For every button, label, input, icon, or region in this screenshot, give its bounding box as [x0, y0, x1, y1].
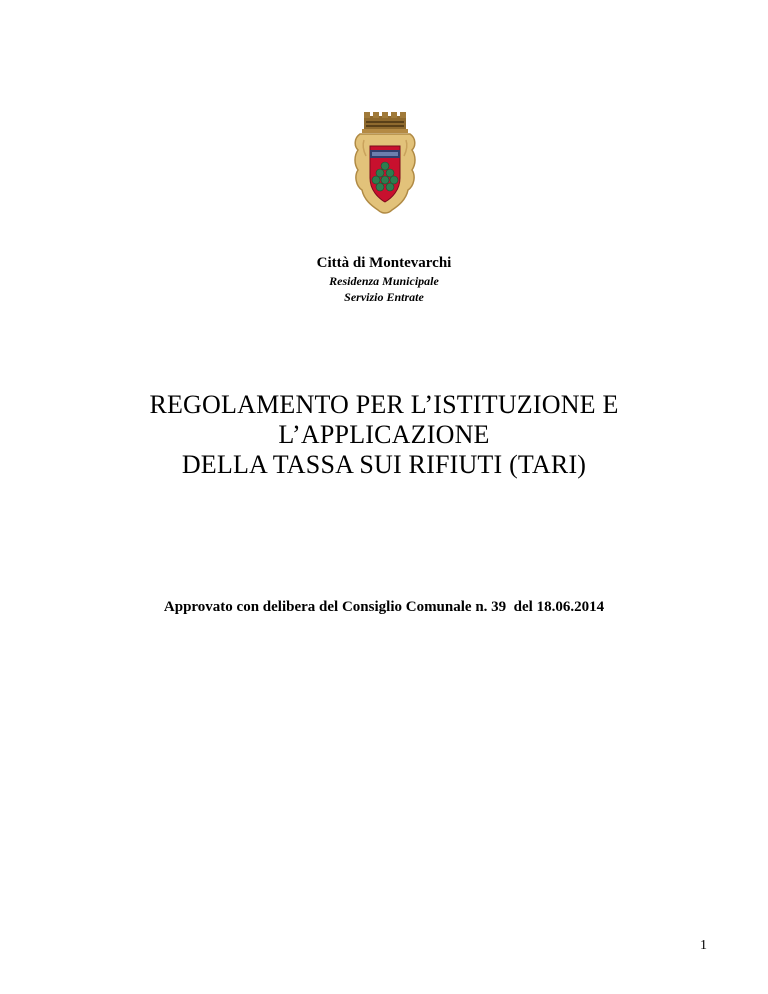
residence-label: Residenza Municipale	[329, 274, 439, 288]
organization-header	[0, 253, 768, 305]
title-line-3: DELLA TASSA SUI RIFIUTI (TARI)	[181, 450, 587, 479]
approval-note: Approvato con delibera del Consiglio Comunale n. 39 del 18.06.2014	[163, 599, 605, 615]
page-number: 1	[700, 938, 707, 953]
title-line-1: REGOLAMENTO PER L’ISTITUZIONE E	[149, 390, 619, 419]
crown-icon	[362, 112, 408, 133]
document-title	[0, 390, 768, 480]
title-line-2: L’APPLICAZIONE	[278, 420, 490, 449]
service-label: Servizio Entrate	[344, 290, 424, 304]
coat-of-arms-icon	[352, 112, 418, 218]
org-name: Città di Montevarchi	[316, 255, 452, 271]
